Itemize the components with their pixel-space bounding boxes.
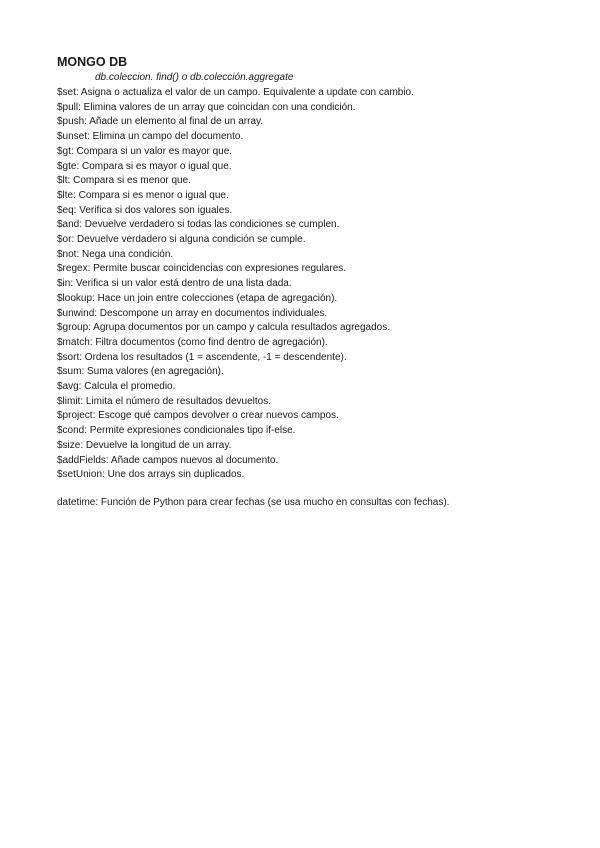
list-item: $pull: Elimina valores de un array que coincidan con una condición.: [57, 101, 356, 113]
document-title: MONGO DB: [57, 55, 128, 69]
list-item: $match: Filtra documentos (como find dentro de agregación).: [57, 336, 328, 348]
list-item: $lt: Compara si es menor que.: [57, 175, 191, 187]
document-subtitle: db.coleccion. find() o db.colección.aggregate: [95, 72, 294, 83]
list-item: $regex: Permite buscar coincidencias con expresiones regulares.: [57, 263, 347, 275]
list-item: $addFields: Añade campos nuevos al documento.: [57, 454, 279, 466]
list-item: $sum: Suma valores (en agregación).: [57, 366, 224, 378]
list-item: $limit: Limita el número de resultados devueltos.: [57, 395, 271, 407]
list-item: $in: Verifica si un valor está dentro de una lista dada.: [57, 278, 292, 290]
list-item: $unwind: Descompone un array en documentos individuales.: [57, 307, 328, 319]
list-item: $push: Añade un elemento al final de un array.: [57, 116, 264, 128]
operator-list: [57, 86, 557, 483]
list-item: $gte: Compara si es mayor o igual que.: [57, 160, 232, 172]
list-item: $lookup: Hace un join entre colecciones (etapa de agregación).: [57, 292, 338, 304]
list-item: $cond: Permite expresiones condicionales tipo if-else.: [57, 425, 296, 437]
list-item: $gt: Compara si un valor es mayor que.: [57, 145, 233, 157]
list-item: $size: Devuelve la longitud de un array.: [57, 439, 232, 451]
list-item: $and: Devuelve verdadero si todas las condiciones se cumplen.: [57, 219, 340, 231]
list-item: $setUnion: Une dos arrays sin duplicados.: [57, 469, 245, 481]
document-page: [57, 55, 557, 511]
datetime-note: datetime: Función de Python para crear fechas (se usa mucho en consultas con fechas).: [57, 496, 450, 508]
list-item: $lte: Compara si es menor o igual que.: [57, 189, 229, 201]
list-item: $not: Nega una condición.: [57, 248, 174, 260]
list-item: $avg: Calcula el promedio.: [57, 381, 176, 393]
list-item: $project: Escoge qué campos devolver o crear nuevos campos.: [57, 410, 339, 422]
list-item: $or: Devuelve verdadero si alguna condición se cumple.: [57, 234, 306, 246]
list-item: $group: Agrupa documentos por un campo y calcula resultados agregados.: [57, 322, 390, 334]
list-item: $unset: Elimina un campo del documento.: [57, 131, 244, 143]
list-item: $set: Asigna o actualiza el valor de un campo. Equivalente a update con cambio.: [57, 87, 414, 98]
list-item: $sort: Ordena los resultados (1 = ascendente, -1 = descendente).: [57, 351, 347, 363]
list-item: $eq: Verifica si dos valores son iguales.: [57, 204, 233, 216]
